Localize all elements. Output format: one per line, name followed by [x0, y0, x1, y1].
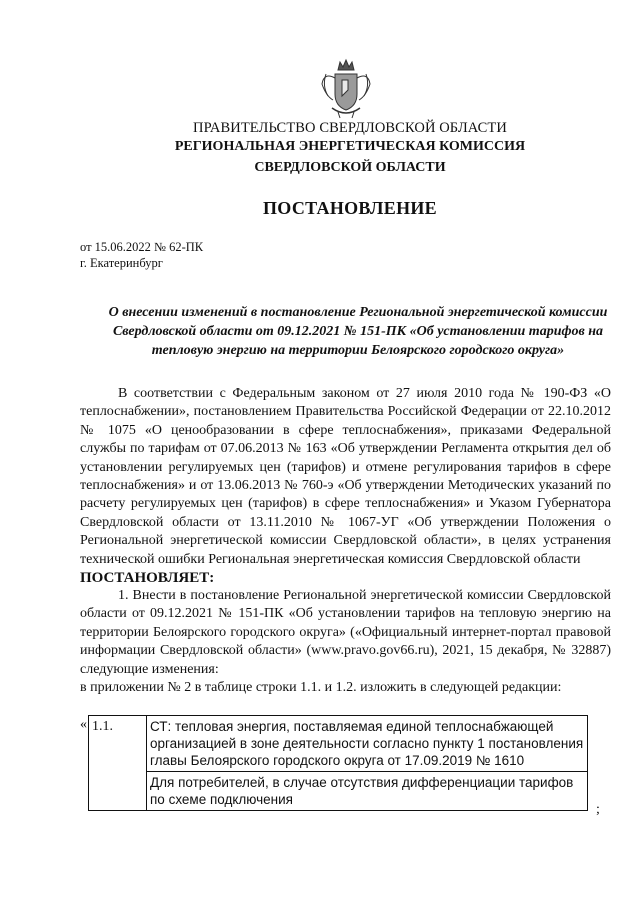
closing-semicolon: ; [596, 802, 600, 817]
table-row [89, 772, 588, 811]
row-number-cell: 1.1. [89, 716, 147, 811]
table-row [89, 716, 588, 772]
commission-name-line2: СВЕРДЛОВСКОЙ ОБЛАСТИ [254, 160, 446, 175]
government-name: ПРАВИТЕЛЬСТВО СВЕРДЛОВСКОЙ ОБЛАСТИ [193, 120, 507, 136]
amendment-table [88, 715, 588, 811]
item-1-paragraph: 1. Внести в постановление Региональной энергетической комиссии Свердловской области от 09.12.2021 № 151-ПК «Об установлении тарифов на тепловую энергию на территории Белоярского городского округа» («Официальный интернет-портал правовой информации Свердловской области» (www.pravo.gov66.ru), 2021, 15 декабря, № 32887) следующие изменения: [80, 588, 611, 677]
decree-word: ПОСТАНОВЛЯЕТ: [80, 570, 215, 587]
document-city: г. Екатеринбург [80, 256, 163, 270]
opening-quote: « [80, 717, 87, 732]
item-1-subparagraph: в приложении № 2 в таблице строки 1.1. и 1.2. изложить в следующей редакции: [80, 680, 562, 696]
preamble-paragraph: В соответствии с Федеральным законом от 27 июля 2010 года № 190-ФЗ «О теплоснабжении», постановлением Правительства Российской Федерации от 22.10.2012 № 1075 «О ценообразовании в сфере теплоснабжения», приказами Федеральной службы по тарифам от 07.06.2013 № 163 «Об утверждении Регламента открытия дел об установлении регулируемых цен (тарифов) и отмене регулирования тарифов в сфере теплоснабжения» и от 13.06.2013 № 760-э «Об утверждении Методических указаний по расчету регулируемых цен (тарифов) в сфере теплоснабжения» и Указом Губернатора Свердловской области от 13.11.2010 № 1067-УГ «Об утверждении Положения о Региональной энергетической комиссии Свердловской области», в целях устранения технической ошибки Региональная энергетическая комиссия Свердловской области [80, 386, 611, 567]
row-text-cell: Для потребителей, в случае отсутствия дифференциации тарифов по схеме подключения [147, 772, 588, 811]
document-body [80, 385, 611, 698]
commission-name-line1: РЕГИОНАЛЬНАЯ ЭНЕРГЕТИЧЕСКАЯ КОМИССИЯ [174, 139, 526, 154]
document-date-number: от 15.06.2022 № 62-ПК [80, 240, 204, 254]
document-subject: О внесении изменений в постановление Региональной энергетической комиссии Свердловской области от 09.12.2021 № 151-ПК «Об установлении тарифов на тепловую энергию на территории Белоярского городского округа» [108, 305, 608, 358]
row-text-cell: СТ: тепловая энергия, поставляемая единой теплоснабжающей организацией в зоне деятельности согласно пункту 1 постановления главы Белоярского городского округа от 17.09.2019 № 1610 [147, 716, 588, 772]
amendment-table-block [80, 715, 611, 825]
coat-of-arms-icon [318, 56, 374, 120]
document-type-title: ПОСТАНОВЛЕНИЕ [263, 198, 437, 218]
